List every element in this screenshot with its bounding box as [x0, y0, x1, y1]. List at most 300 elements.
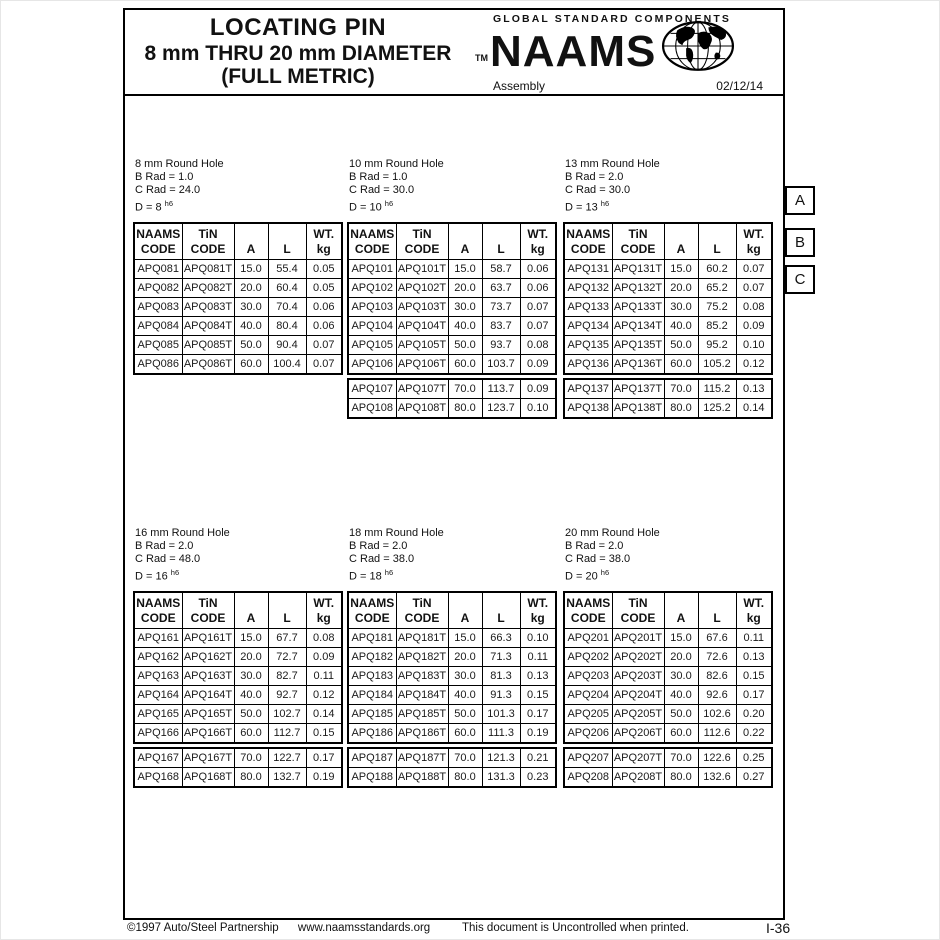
- table-cell: APQ102: [348, 278, 396, 297]
- table-cell: APQ131: [564, 259, 612, 278]
- trademark-symbol: TM: [475, 53, 488, 63]
- table-row: [134, 685, 342, 704]
- table-cell: APQ167T: [182, 748, 234, 768]
- table-cell: 0.27: [736, 767, 772, 787]
- table-row: [348, 723, 556, 743]
- table-cell: APQ182: [348, 647, 396, 666]
- tolerance-superscript: h6: [384, 199, 394, 208]
- table-cell: 70.0: [234, 748, 268, 768]
- table-cell: 60.0: [234, 723, 268, 743]
- spec-line: B Rad = 2.0: [565, 171, 624, 183]
- table-cell: APQ132: [564, 278, 612, 297]
- table-cell: 0.19: [306, 767, 342, 787]
- table-cell: 20.0: [234, 278, 268, 297]
- tolerance-superscript: h6: [170, 568, 180, 577]
- table-cell: 60.4: [268, 278, 306, 297]
- table-cell: 0.11: [520, 647, 556, 666]
- table-row: [348, 379, 556, 399]
- data-table: [563, 747, 773, 788]
- table-cell: 0.13: [736, 379, 772, 399]
- column-header: A: [448, 223, 482, 260]
- table-cell: 0.15: [520, 685, 556, 704]
- table-cell: 15.0: [234, 259, 268, 278]
- table-cell: 103.7: [482, 354, 520, 374]
- table-cell: 115.2: [698, 379, 736, 399]
- table-cell: 0.13: [736, 647, 772, 666]
- table-cell: 0.05: [306, 278, 342, 297]
- table-cell: APQ184T: [396, 685, 448, 704]
- page-title: LOCATING PIN: [209, 14, 387, 42]
- table-cell: 0.17: [306, 748, 342, 768]
- table-row: [564, 398, 772, 418]
- table-cell: 0.09: [520, 379, 556, 399]
- table-cell: APQ207: [564, 748, 612, 768]
- data-table: [563, 378, 773, 419]
- table-cell: APQ167: [134, 748, 182, 768]
- table-cell: APQ161: [134, 628, 182, 647]
- table-cell: 70.0: [664, 748, 698, 768]
- table-cell: 60.0: [448, 354, 482, 374]
- table-cell: 123.7: [482, 398, 520, 418]
- table-cell: APQ202T: [612, 647, 664, 666]
- table-cell: 20.0: [664, 278, 698, 297]
- header-row: [348, 592, 556, 629]
- side-label-b: B: [785, 228, 815, 257]
- table-cell: APQ161T: [182, 628, 234, 647]
- table-cell: APQ107: [348, 379, 396, 399]
- table-cell: 102.6: [698, 704, 736, 723]
- column-header: WT. kg: [736, 592, 772, 629]
- table-cell: 80.4: [268, 316, 306, 335]
- table-cell: APQ105T: [396, 335, 448, 354]
- table-cell: APQ104: [348, 316, 396, 335]
- table-cell: 100.4: [268, 354, 306, 374]
- data-table: [133, 747, 343, 788]
- spec-line: B Rad = 2.0: [135, 540, 194, 552]
- table-cell: 92.7: [268, 685, 306, 704]
- table-cell: 70.0: [664, 379, 698, 399]
- table-cell: 122.6: [698, 748, 736, 768]
- table-cell: 30.0: [448, 666, 482, 685]
- table-cell: 0.07: [306, 335, 342, 354]
- table-cell: APQ186T: [396, 723, 448, 743]
- table-cell: APQ165T: [182, 704, 234, 723]
- column-header: WT. kg: [520, 223, 556, 260]
- spec-line-diameter: D = 18 $^{h6}$: [349, 568, 394, 583]
- table-cell: 0.17: [520, 704, 556, 723]
- table-cell: 125.2: [698, 398, 736, 418]
- table-cell: 0.09: [736, 316, 772, 335]
- table-cell: 0.07: [306, 354, 342, 374]
- table-cell: APQ108T: [396, 398, 448, 418]
- table-cell: APQ137: [564, 379, 612, 399]
- table-cell: APQ166: [134, 723, 182, 743]
- tolerance-superscript: h6: [600, 568, 610, 577]
- table-cell: 92.6: [698, 685, 736, 704]
- table-row: [564, 647, 772, 666]
- brand-logo-text: NAAMS: [490, 27, 657, 77]
- data-table: [133, 222, 343, 375]
- table-cell: 40.0: [448, 316, 482, 335]
- table-cell: APQ133T: [612, 297, 664, 316]
- table-cell: 0.25: [736, 748, 772, 768]
- table-cell: APQ102T: [396, 278, 448, 297]
- table-row: [134, 647, 342, 666]
- table-cell: APQ184: [348, 685, 396, 704]
- table-cell: 0.17: [736, 685, 772, 704]
- column-header: L: [698, 223, 736, 260]
- table-cell: APQ081T: [182, 259, 234, 278]
- table-cell: APQ086: [134, 354, 182, 374]
- table-cell: 0.22: [736, 723, 772, 743]
- table-cell: 101.3: [482, 704, 520, 723]
- table-row: [564, 354, 772, 374]
- table-cell: 121.3: [482, 748, 520, 768]
- table-spec: [565, 158, 773, 215]
- table-cell: 0.13: [520, 666, 556, 685]
- table-cell: APQ205: [564, 704, 612, 723]
- table-cell: APQ135: [564, 335, 612, 354]
- table-row: [348, 316, 556, 335]
- spec-line: C Rad = 38.0: [349, 553, 415, 565]
- table-cell: 0.10: [736, 335, 772, 354]
- column-header: TiN CODE: [182, 592, 234, 629]
- globe-icon: [660, 20, 736, 72]
- table-cell: 105.2: [698, 354, 736, 374]
- table-cell: 0.10: [520, 628, 556, 647]
- table-cell: 0.19: [520, 723, 556, 743]
- column-header: TiN CODE: [396, 592, 448, 629]
- table-cell: 81.3: [482, 666, 520, 685]
- table-row: [348, 704, 556, 723]
- table-cell: 90.4: [268, 335, 306, 354]
- table-cell: APQ084T: [182, 316, 234, 335]
- table-cell: 0.12: [306, 685, 342, 704]
- table-cell: APQ105: [348, 335, 396, 354]
- table-cell: 71.3: [482, 647, 520, 666]
- table-cell: APQ206: [564, 723, 612, 743]
- table-cell: APQ165: [134, 704, 182, 723]
- data-table: [563, 591, 773, 744]
- header-row: [134, 592, 342, 629]
- table-cell: 0.09: [306, 647, 342, 666]
- brand-logo-row: [471, 25, 773, 77]
- table-cell: 0.09: [520, 354, 556, 374]
- table-cell: 0.07: [520, 316, 556, 335]
- table-cell: APQ185: [348, 704, 396, 723]
- table-cell: 0.15: [736, 666, 772, 685]
- table-cell: APQ103T: [396, 297, 448, 316]
- table-cell: 0.08: [306, 628, 342, 647]
- table-cell: 15.0: [234, 628, 268, 647]
- table-cell: 0.10: [520, 398, 556, 418]
- spec-line: B Rad = 2.0: [565, 540, 624, 552]
- table-cell: 72.6: [698, 647, 736, 666]
- table-cell: APQ162: [134, 647, 182, 666]
- table-cell: 0.06: [520, 259, 556, 278]
- table-cell: APQ204T: [612, 685, 664, 704]
- table-row: [348, 278, 556, 297]
- spec-line: C Rad = 30.0: [349, 184, 415, 196]
- table-cell: 0.14: [306, 704, 342, 723]
- table-cell: 50.0: [234, 704, 268, 723]
- table-cell: 30.0: [448, 297, 482, 316]
- column-header: TiN CODE: [396, 223, 448, 260]
- table-cell: 95.2: [698, 335, 736, 354]
- table-cell: 0.11: [306, 666, 342, 685]
- table-row: [348, 685, 556, 704]
- table-block-13mm: [563, 158, 773, 419]
- column-header: NAAMS CODE: [348, 223, 396, 260]
- column-header: A: [234, 223, 268, 260]
- table-cell: APQ201T: [612, 628, 664, 647]
- column-header: NAAMS CODE: [348, 592, 396, 629]
- table-row: [564, 666, 772, 685]
- table-row: [564, 316, 772, 335]
- table-cell: 80.0: [664, 398, 698, 418]
- table-cell: 113.7: [482, 379, 520, 399]
- table-cell: APQ083T: [182, 297, 234, 316]
- table-cell: 0.06: [306, 297, 342, 316]
- table-cell: APQ181: [348, 628, 396, 647]
- table-cell: 0.06: [520, 278, 556, 297]
- table-cell: 58.7: [482, 259, 520, 278]
- column-header: WT. kg: [306, 223, 342, 260]
- table-cell: 75.2: [698, 297, 736, 316]
- column-header: NAAMS CODE: [564, 223, 612, 260]
- table-cell: 40.0: [664, 316, 698, 335]
- column-header: NAAMS CODE: [564, 592, 612, 629]
- table-cell: 0.11: [736, 628, 772, 647]
- data-table: [133, 591, 343, 744]
- data-table: [347, 222, 557, 375]
- table-cell: 0.05: [306, 259, 342, 278]
- column-header: WT. kg: [520, 592, 556, 629]
- brand-tagline: GLOBAL STANDARD COMPONENTS: [493, 13, 731, 25]
- column-header: TiN CODE: [182, 223, 234, 260]
- table-cell: 0.07: [736, 259, 772, 278]
- table-cell: 0.21: [520, 748, 556, 768]
- spec-line: 16 mm Round Hole: [135, 527, 230, 539]
- table-cell: APQ202: [564, 647, 612, 666]
- column-header: A: [664, 223, 698, 260]
- table-row: [564, 767, 772, 787]
- table-row: [134, 748, 342, 768]
- table-row: [134, 297, 342, 316]
- table-row: [348, 398, 556, 418]
- table-cell: 60.0: [664, 354, 698, 374]
- spec-line: 10 mm Round Hole: [349, 158, 444, 170]
- table-row: [564, 297, 772, 316]
- content-area: [123, 94, 785, 920]
- table-cell: 72.7: [268, 647, 306, 666]
- spec-line: C Rad = 30.0: [565, 184, 631, 196]
- table-cell: 50.0: [234, 335, 268, 354]
- table-cell: 132.7: [268, 767, 306, 787]
- table-cell: APQ135T: [612, 335, 664, 354]
- table-cell: APQ183T: [396, 666, 448, 685]
- table-row: [348, 767, 556, 787]
- table-block-20mm: [563, 527, 773, 788]
- table-cell: APQ085: [134, 335, 182, 354]
- tolerance-superscript: h6: [384, 568, 394, 577]
- table-row: [348, 297, 556, 316]
- table-cell: 40.0: [234, 316, 268, 335]
- website-url: www.naamsstandards.org: [297, 922, 431, 934]
- table-cell: 20.0: [664, 647, 698, 666]
- column-header: A: [664, 592, 698, 629]
- table-cell: 112.7: [268, 723, 306, 743]
- table-cell: 50.0: [448, 704, 482, 723]
- table-cell: 0.15: [306, 723, 342, 743]
- page-footer: [0, 922, 940, 938]
- table-block-10mm: [347, 158, 557, 419]
- table-cell: 65.2: [698, 278, 736, 297]
- column-header: NAAMS CODE: [134, 223, 182, 260]
- column-header: L: [482, 592, 520, 629]
- table-row: [134, 335, 342, 354]
- table-row: [134, 278, 342, 297]
- table-cell: 67.7: [268, 628, 306, 647]
- document-header: [123, 8, 785, 96]
- table-cell: 70.0: [448, 748, 482, 768]
- table-cell: APQ186: [348, 723, 396, 743]
- table-cell: 80.0: [448, 398, 482, 418]
- spec-line: B Rad = 2.0: [349, 540, 408, 552]
- brand-subtitle-row: [493, 79, 773, 93]
- spec-line: 8 mm Round Hole: [135, 158, 224, 170]
- table-cell: APQ106T: [396, 354, 448, 374]
- table-cell: 85.2: [698, 316, 736, 335]
- table-cell: APQ187: [348, 748, 396, 768]
- table-row: [134, 316, 342, 335]
- table-row: [134, 704, 342, 723]
- table-cell: 63.7: [482, 278, 520, 297]
- table-cell: 60.0: [234, 354, 268, 374]
- revision-date: 02/12/14: [716, 79, 763, 93]
- table-cell: 70.0: [448, 379, 482, 399]
- table-cell: 50.0: [664, 335, 698, 354]
- table-cell: APQ101: [348, 259, 396, 278]
- table-cell: APQ168: [134, 767, 182, 787]
- table-cell: 40.0: [234, 685, 268, 704]
- table-row: [564, 259, 772, 278]
- table-cell: APQ162T: [182, 647, 234, 666]
- table-cell: 80.0: [664, 767, 698, 787]
- table-cell: 112.6: [698, 723, 736, 743]
- table-cell: APQ183: [348, 666, 396, 685]
- table-cell: 83.7: [482, 316, 520, 335]
- spec-line-diameter: D = 13 $^{h6}$: [565, 199, 610, 214]
- column-header: WT. kg: [306, 592, 342, 629]
- table-spec: [565, 527, 773, 584]
- table-cell: APQ188: [348, 767, 396, 787]
- table-cell: 91.3: [482, 685, 520, 704]
- table-cell: APQ085T: [182, 335, 234, 354]
- side-label-c: C: [785, 265, 815, 294]
- header-row: [134, 223, 342, 260]
- tolerance-superscript: h6: [164, 199, 173, 208]
- spec-line: C Rad = 48.0: [135, 553, 201, 565]
- table-cell: 0.06: [306, 316, 342, 335]
- table-block-18mm: [347, 527, 557, 788]
- table-cell: APQ103: [348, 297, 396, 316]
- table-cell: 93.7: [482, 335, 520, 354]
- table-row: [564, 748, 772, 768]
- table-cell: APQ168T: [182, 767, 234, 787]
- header-row: [564, 592, 772, 629]
- table-row: [348, 354, 556, 374]
- tolerance-superscript: h6: [600, 199, 610, 208]
- column-header: TiN CODE: [612, 223, 664, 260]
- footer-left: [127, 922, 430, 934]
- table-cell: APQ131T: [612, 259, 664, 278]
- table-cell: 80.0: [234, 767, 268, 787]
- table-cell: APQ108: [348, 398, 396, 418]
- table-cell: APQ166T: [182, 723, 234, 743]
- page-subtitle-2: (FULL METRIC): [221, 65, 375, 89]
- table-cell: 0.07: [520, 297, 556, 316]
- table-cell: APQ201: [564, 628, 612, 647]
- table-cell: 0.23: [520, 767, 556, 787]
- table-spec: [135, 158, 343, 215]
- table-cell: 60.0: [448, 723, 482, 743]
- table-cell: APQ187T: [396, 748, 448, 768]
- table-cell: APQ134T: [612, 316, 664, 335]
- table-cell: 82.6: [698, 666, 736, 685]
- table-cell: 0.20: [736, 704, 772, 723]
- table-cell: APQ136: [564, 354, 612, 374]
- table-cell: 111.3: [482, 723, 520, 743]
- page-number: I-36: [766, 920, 791, 936]
- table-cell: 66.3: [482, 628, 520, 647]
- table-row: [348, 335, 556, 354]
- table-cell: APQ203: [564, 666, 612, 685]
- table-cell: APQ134: [564, 316, 612, 335]
- page-subtitle: 8 mm THRU 20 mm DIAMETER: [144, 41, 452, 65]
- spec-line-diameter: D = 8 $^{h6}$: [135, 199, 173, 214]
- table-cell: APQ205T: [612, 704, 664, 723]
- header-row: [564, 223, 772, 260]
- table-cell: APQ081: [134, 259, 182, 278]
- table-row: [134, 354, 342, 374]
- table-cell: 20.0: [234, 647, 268, 666]
- table-cell: APQ185T: [396, 704, 448, 723]
- table-cell: 15.0: [664, 259, 698, 278]
- table-row: [348, 259, 556, 278]
- title-block: [125, 10, 471, 94]
- table-cell: 0.08: [520, 335, 556, 354]
- table-cell: APQ133: [564, 297, 612, 316]
- table-cell: APQ208T: [612, 767, 664, 787]
- table-cell: 50.0: [448, 335, 482, 354]
- table-row: [564, 685, 772, 704]
- table-cell: APQ206T: [612, 723, 664, 743]
- data-table: [347, 591, 557, 744]
- data-table: [347, 378, 557, 419]
- table-cell: 73.7: [482, 297, 520, 316]
- table-row: [564, 704, 772, 723]
- table-cell: 60.0: [664, 723, 698, 743]
- column-header: A: [234, 592, 268, 629]
- brand-block: [471, 10, 783, 94]
- table-cell: 30.0: [664, 666, 698, 685]
- table-row: [564, 723, 772, 743]
- table-cell: APQ106: [348, 354, 396, 374]
- table-cell: 132.6: [698, 767, 736, 787]
- table-cell: 122.7: [268, 748, 306, 768]
- spec-line: B Rad = 1.0: [349, 171, 408, 183]
